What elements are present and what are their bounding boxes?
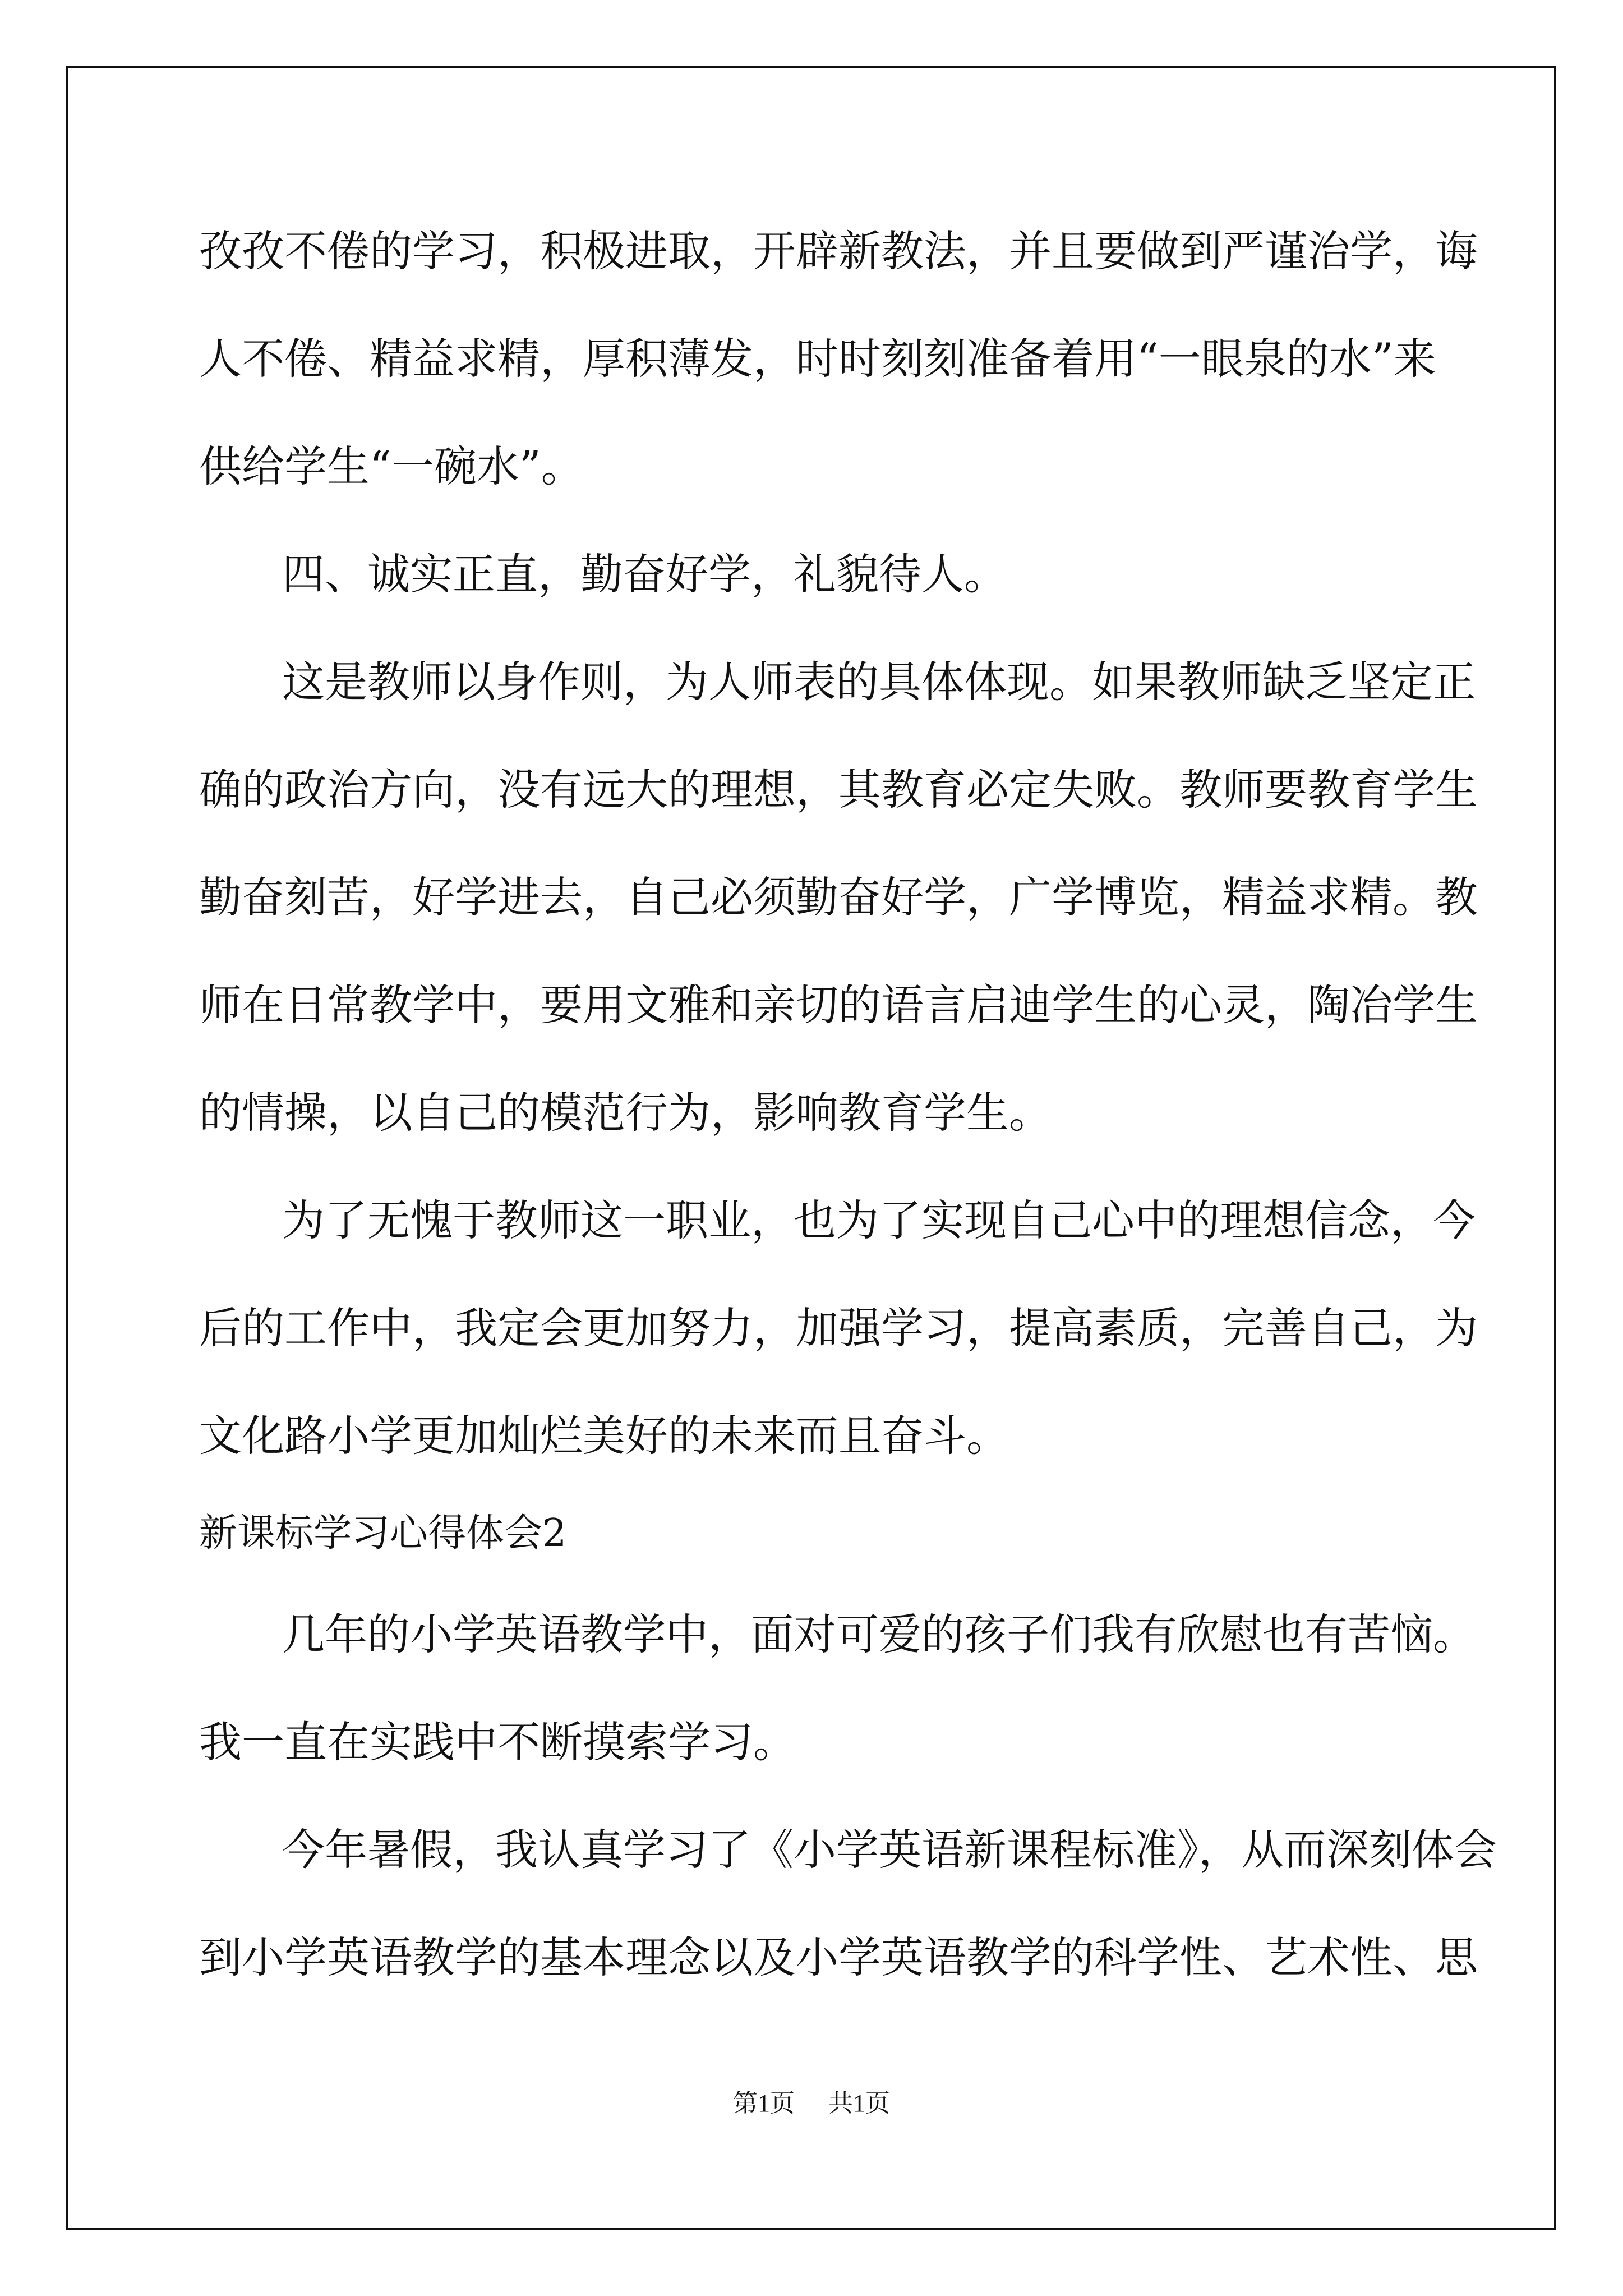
page-total: 共1页	[828, 2090, 890, 2117]
body-line: 为了无愧于教师这一职业，也为了实现自己心中的理想信念，今	[282, 1195, 1476, 1245]
body-line: 确的政治方向，没有远大的理想，其教育必定失败。教师要教育学生	[199, 765, 1478, 815]
section-heading: 新课标学习心得体会2	[199, 1511, 567, 1556]
body-line: 后的工作中，我定会更加努力，加强学习，提高素质，完善自己，为	[199, 1303, 1478, 1353]
body-line: 人不倦、精益求精，厚积薄发，时时刻刻准备着用“一眼泉的水”来	[199, 334, 1436, 384]
body-line: 我一直在实践中不断摸索学习。	[199, 1717, 796, 1767]
section-point-title: 四、诚实正直，勤奋好学，礼貌待人。	[282, 549, 1007, 599]
body-line: 师在日常教学中，要用文雅和亲切的语言启迪学生的心灵，陶冶学生	[199, 980, 1478, 1030]
page-number: 第1页	[733, 2090, 795, 2117]
body-line: 几年的小学英语教学中，面对可爱的孩子们我有欣慰也有苦恼。	[282, 1609, 1476, 1659]
body-line: 的情操，以自己的模范行为，影响教育学生。	[199, 1088, 1052, 1138]
body-line: 今年暑假，我认真学习了《小学英语新课程标准》，从而深刻体会	[282, 1825, 1497, 1875]
body-line: 这是教师以身作则，为人师表的具体体现。如果教师缺乏坚定正	[282, 657, 1476, 707]
body-line: 勤奋刻苦，好学进去，自己必须勤奋好学，广学博览，精益求精。教	[199, 872, 1478, 922]
body-line: 到小学英语教学的基本理念以及小学英语教学的科学性、艺术性、思	[199, 1932, 1478, 1982]
body-line: 供给学生“一碗水”。	[199, 441, 584, 491]
page-footer	[0, 2087, 1623, 2120]
body-line: 孜孜不倦的学习，积极进取，开辟新教法，并且要做到严谨治学，诲	[199, 226, 1478, 276]
body-line: 文化路小学更加灿烂美好的未来而且奋斗。	[199, 1411, 1009, 1461]
